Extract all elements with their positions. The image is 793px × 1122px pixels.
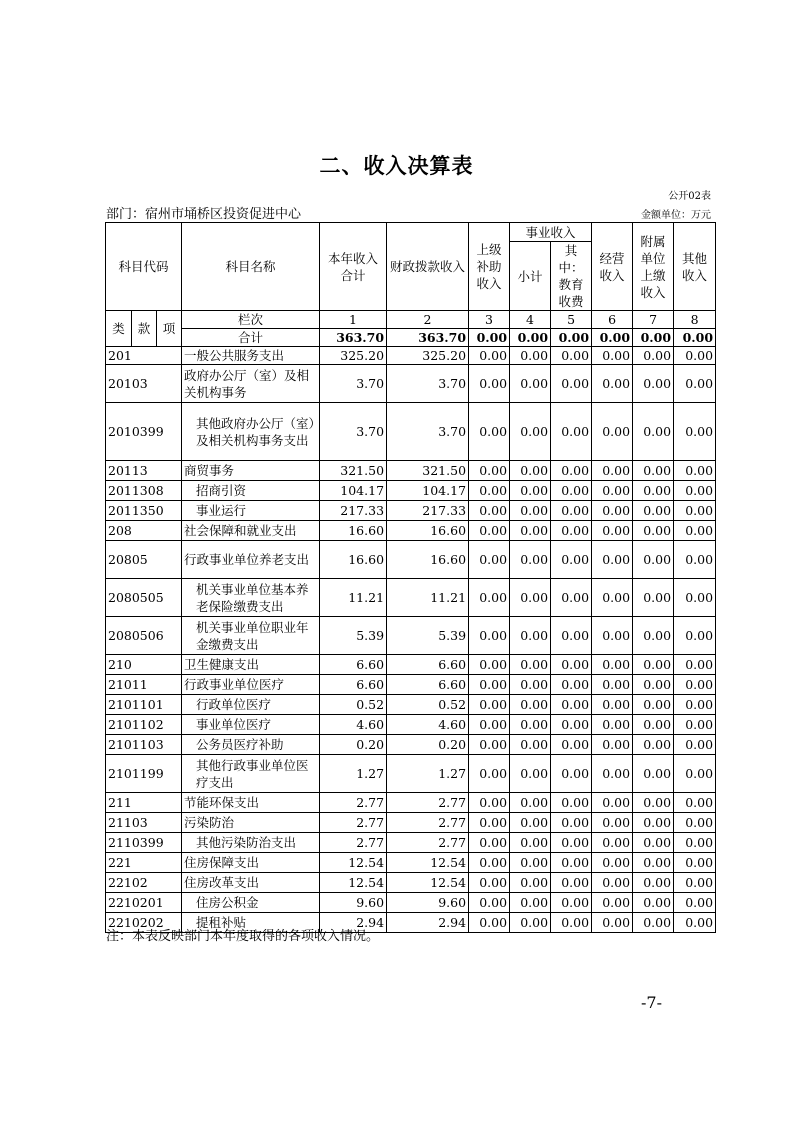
amount-cell: 0.00 <box>551 579 592 617</box>
amount-cell: 0.00 <box>633 541 674 579</box>
amount-cell: 2.94 <box>387 913 469 933</box>
amount-cell: 16.60 <box>320 521 387 541</box>
subject-code-cell: 2101101 <box>106 695 182 715</box>
amount-cell: 2.77 <box>387 793 469 813</box>
amount-cell: 0.00 <box>592 735 633 755</box>
subject-name-cell: 行政单位医疗 <box>182 695 320 715</box>
subject-name-cell: 节能环保支出 <box>182 793 320 813</box>
header-fiscal-income: 财政拨款收入 <box>387 223 469 311</box>
amount-cell: 0.00 <box>551 521 592 541</box>
amount-cell: 0.00 <box>510 347 551 365</box>
amount-cell: 0.00 <box>592 695 633 715</box>
amount-cell: 0.00 <box>510 541 551 579</box>
amount-cell: 0.00 <box>469 655 510 675</box>
amount-cell: 0.00 <box>551 655 592 675</box>
amount-cell: 0.00 <box>510 579 551 617</box>
amount-cell: 0.00 <box>674 813 716 833</box>
amount-cell: 0.00 <box>551 695 592 715</box>
amount-cell: 0.00 <box>551 617 592 655</box>
amount-cell: 0.00 <box>510 461 551 481</box>
header-kuan: 款 <box>132 311 157 347</box>
amount-cell: 104.17 <box>320 481 387 501</box>
subject-code-cell: 2210202 <box>106 913 182 933</box>
subject-code-cell: 2010399 <box>106 403 182 461</box>
amount-cell: 0.00 <box>551 735 592 755</box>
amount-cell: 0.00 <box>633 579 674 617</box>
header-affiliated-income: 附属单位上缴收入 <box>633 223 674 311</box>
amount-cell: 2.77 <box>320 833 387 853</box>
amount-cell: 0.00 <box>592 365 633 403</box>
header-business-income: 经营收入 <box>592 223 633 311</box>
total-value: 0.00 <box>592 329 633 347</box>
table-row <box>106 481 716 501</box>
amount-cell: 0.00 <box>674 893 716 913</box>
amount-cell: 3.70 <box>387 403 469 461</box>
table-row <box>106 755 716 793</box>
subject-name-cell: 机关事业单位职业年金缴费支出 <box>182 617 320 655</box>
amount-cell: 0.00 <box>674 579 716 617</box>
subject-code-cell: 208 <box>106 521 182 541</box>
amount-cell: 0.00 <box>551 541 592 579</box>
amount-cell: 0.00 <box>469 873 510 893</box>
amount-cell: 0.00 <box>674 365 716 403</box>
amount-cell: 0.00 <box>592 579 633 617</box>
amount-cell: 0.00 <box>510 755 551 793</box>
amount-cell: 0.00 <box>469 365 510 403</box>
column-number: 4 <box>510 311 551 329</box>
amount-cell: 0.00 <box>674 913 716 933</box>
subject-code-cell: 2080506 <box>106 617 182 655</box>
amount-cell: 0.00 <box>674 675 716 695</box>
amount-cell: 0.00 <box>551 675 592 695</box>
subject-code-cell: 20805 <box>106 541 182 579</box>
amount-cell: 6.60 <box>387 675 469 695</box>
subject-name-cell: 事业单位医疗 <box>182 715 320 735</box>
subject-code-cell: 2101103 <box>106 735 182 755</box>
amount-cell: 0.00 <box>674 501 716 521</box>
subject-name-cell: 政府办公厅（室）及相关机构事务 <box>182 365 320 403</box>
subject-code-cell: 21011 <box>106 675 182 695</box>
table-row <box>106 365 716 403</box>
amount-cell: 0.00 <box>633 735 674 755</box>
amount-cell: 0.00 <box>510 793 551 813</box>
column-number: 7 <box>633 311 674 329</box>
subject-name-cell: 提租补贴 <box>182 913 320 933</box>
subject-code-cell: 2101199 <box>106 755 182 793</box>
amount-cell: 0.00 <box>592 755 633 793</box>
table-row <box>106 521 716 541</box>
amount-cell: 0.00 <box>592 617 633 655</box>
table-body <box>106 347 716 933</box>
amount-cell: 9.60 <box>387 893 469 913</box>
amount-cell: 0.00 <box>510 501 551 521</box>
amount-cell: 0.00 <box>633 675 674 695</box>
amount-cell: 0.00 <box>469 913 510 933</box>
amount-cell: 0.00 <box>469 617 510 655</box>
amount-cell: 0.00 <box>551 913 592 933</box>
amount-cell: 0.00 <box>469 735 510 755</box>
column-number: 6 <box>592 311 633 329</box>
amount-cell: 0.00 <box>592 541 633 579</box>
amount-cell: 0.00 <box>551 833 592 853</box>
amount-cell: 11.21 <box>387 579 469 617</box>
amount-cell: 0.00 <box>469 675 510 695</box>
amount-cell: 0.00 <box>551 893 592 913</box>
header-xiang: 项 <box>157 311 182 347</box>
amount-cell: 11.21 <box>320 579 387 617</box>
table-row <box>106 793 716 813</box>
subject-code-cell: 20103 <box>106 365 182 403</box>
subject-code-cell: 20113 <box>106 461 182 481</box>
amount-cell: 4.60 <box>387 715 469 735</box>
header-upper-subsidy: 上级补助收入 <box>469 223 510 311</box>
total-value: 0.00 <box>510 329 551 347</box>
amount-cell: 0.00 <box>551 501 592 521</box>
amount-cell: 6.60 <box>387 655 469 675</box>
amount-cell: 0.00 <box>551 347 592 365</box>
income-final-accounts-table <box>105 222 716 933</box>
amount-cell: 0.00 <box>633 617 674 655</box>
amount-cell: 5.39 <box>387 617 469 655</box>
amount-cell: 217.33 <box>320 501 387 521</box>
table-row <box>106 715 716 735</box>
amount-cell: 3.70 <box>387 365 469 403</box>
table-row <box>106 461 716 481</box>
amount-cell: 0.00 <box>469 461 510 481</box>
header-subject-code: 科目代码 <box>106 223 182 311</box>
table-row <box>106 893 716 913</box>
table-row <box>106 813 716 833</box>
amount-cell: 0.00 <box>469 579 510 617</box>
amount-cell: 0.00 <box>510 715 551 735</box>
amount-cell: 0.00 <box>633 873 674 893</box>
amount-cell: 6.60 <box>320 675 387 695</box>
amount-cell: 0.00 <box>469 347 510 365</box>
amount-cell: 0.00 <box>510 695 551 715</box>
amount-cell: 0.00 <box>674 853 716 873</box>
subject-code-cell: 2080505 <box>106 579 182 617</box>
column-number: 1 <box>320 311 387 329</box>
amount-cell: 0.00 <box>592 461 633 481</box>
amount-cell: 0.00 <box>633 347 674 365</box>
amount-cell: 0.00 <box>551 365 592 403</box>
amount-cell: 0.00 <box>633 403 674 461</box>
table-row <box>106 833 716 853</box>
amount-cell: 0.00 <box>510 853 551 873</box>
amount-cell: 2.94 <box>320 913 387 933</box>
subject-code-cell: 2210201 <box>106 893 182 913</box>
amount-cell: 0.00 <box>592 481 633 501</box>
header-career-income: 事业收入 <box>510 223 592 242</box>
table-row <box>106 347 716 365</box>
amount-cell: 0.00 <box>674 833 716 853</box>
amount-cell: 0.00 <box>633 793 674 813</box>
amount-cell: 0.52 <box>320 695 387 715</box>
amount-cell: 0.00 <box>510 617 551 655</box>
total-value: 363.70 <box>387 329 469 347</box>
amount-unit-label: 金额单位：万元 <box>641 210 711 221</box>
subject-name-cell: 招商引资 <box>182 481 320 501</box>
amount-cell: 1.27 <box>387 755 469 793</box>
amount-cell: 3.70 <box>320 365 387 403</box>
amount-cell: 0.00 <box>469 755 510 793</box>
table-row <box>106 655 716 675</box>
amount-cell: 0.00 <box>551 853 592 873</box>
amount-cell: 0.00 <box>633 893 674 913</box>
amount-cell: 0.00 <box>469 813 510 833</box>
amount-cell: 0.00 <box>592 893 633 913</box>
amount-cell: 12.54 <box>320 873 387 893</box>
amount-cell: 0.00 <box>633 521 674 541</box>
subject-code-cell: 2110399 <box>106 833 182 853</box>
amount-cell: 0.00 <box>510 833 551 853</box>
amount-cell: 0.00 <box>510 655 551 675</box>
amount-cell: 0.00 <box>510 481 551 501</box>
amount-cell: 0.00 <box>592 833 633 853</box>
amount-cell: 0.00 <box>592 793 633 813</box>
amount-cell: 0.00 <box>510 893 551 913</box>
amount-cell: 0.00 <box>633 695 674 715</box>
amount-cell: 0.00 <box>551 403 592 461</box>
amount-cell: 0.00 <box>633 755 674 793</box>
total-value: 0.00 <box>551 329 592 347</box>
amount-cell: 5.39 <box>320 617 387 655</box>
amount-cell: 0.00 <box>592 873 633 893</box>
amount-cell: 0.00 <box>592 715 633 735</box>
amount-cell: 104.17 <box>387 481 469 501</box>
amount-cell: 9.60 <box>320 893 387 913</box>
amount-cell: 0.00 <box>469 833 510 853</box>
amount-cell: 0.00 <box>469 541 510 579</box>
amount-cell: 0.00 <box>633 813 674 833</box>
amount-cell: 16.60 <box>320 541 387 579</box>
amount-cell: 0.00 <box>510 365 551 403</box>
header-column-label: 栏次 <box>182 311 320 329</box>
amount-cell: 0.00 <box>551 813 592 833</box>
amount-cell: 0.00 <box>674 735 716 755</box>
amount-cell: 2.77 <box>387 833 469 853</box>
amount-cell: 217.33 <box>387 501 469 521</box>
amount-cell: 0.00 <box>551 461 592 481</box>
amount-cell: 0.00 <box>469 403 510 461</box>
amount-cell: 0.00 <box>674 521 716 541</box>
amount-cell: 0.00 <box>633 833 674 853</box>
total-row <box>106 329 716 347</box>
amount-cell: 0.00 <box>633 501 674 521</box>
subject-name-cell: 行政事业单位养老支出 <box>182 541 320 579</box>
table-row <box>106 873 716 893</box>
amount-cell: 0.52 <box>387 695 469 715</box>
amount-cell: 0.00 <box>551 873 592 893</box>
table-row <box>106 675 716 695</box>
amount-cell: 0.00 <box>592 403 633 461</box>
total-value: 363.70 <box>320 329 387 347</box>
amount-cell: 0.00 <box>510 873 551 893</box>
amount-cell: 0.00 <box>469 481 510 501</box>
amount-cell: 0.00 <box>469 793 510 813</box>
amount-cell: 0.00 <box>633 481 674 501</box>
table-row <box>106 695 716 715</box>
amount-cell: 0.00 <box>633 715 674 735</box>
amount-cell: 0.00 <box>510 813 551 833</box>
amount-cell: 0.00 <box>633 655 674 675</box>
subject-name-cell: 其他行政事业单位医疗支出 <box>182 755 320 793</box>
subject-name-cell: 商贸事务 <box>182 461 320 481</box>
subject-code-cell: 2011350 <box>106 501 182 521</box>
table-row <box>106 853 716 873</box>
amount-cell: 0.00 <box>551 481 592 501</box>
amount-cell: 0.00 <box>592 521 633 541</box>
department-label: 部门：宿州市埇桥区投资促进中心 <box>106 207 302 222</box>
amount-cell: 0.00 <box>551 715 592 735</box>
amount-cell: 0.00 <box>674 715 716 735</box>
amount-cell: 2.77 <box>320 813 387 833</box>
subject-name-cell: 住房改革支出 <box>182 873 320 893</box>
subject-name-cell: 事业运行 <box>182 501 320 521</box>
subject-name-cell: 其他污染防治支出 <box>182 833 320 853</box>
column-number: 3 <box>469 311 510 329</box>
amount-cell: 0.00 <box>633 461 674 481</box>
subject-code-cell: 211 <box>106 793 182 813</box>
amount-cell: 0.00 <box>674 873 716 893</box>
amount-cell: 0.20 <box>320 735 387 755</box>
amount-cell: 0.00 <box>469 521 510 541</box>
subject-name-cell: 污染防治 <box>182 813 320 833</box>
total-value: 0.00 <box>633 329 674 347</box>
subject-code-cell: 221 <box>106 853 182 873</box>
column-number: 8 <box>674 311 716 329</box>
subject-name-cell: 住房保障支出 <box>182 853 320 873</box>
amount-cell: 0.00 <box>633 853 674 873</box>
amount-cell: 325.20 <box>387 347 469 365</box>
subject-name-cell: 公务员医疗补助 <box>182 735 320 755</box>
column-number: 5 <box>551 311 592 329</box>
subject-code-cell: 2101102 <box>106 715 182 735</box>
amount-cell: 0.00 <box>551 755 592 793</box>
subject-name-cell: 一般公共服务支出 <box>182 347 320 365</box>
amount-cell: 0.00 <box>592 853 633 873</box>
subject-name-cell: 社会保障和就业支出 <box>182 521 320 541</box>
subject-name-cell: 机关事业单位基本养老保险缴费支出 <box>182 579 320 617</box>
total-value: 0.00 <box>674 329 716 347</box>
amount-cell: 0.00 <box>592 347 633 365</box>
table-row <box>106 541 716 579</box>
amount-cell: 0.00 <box>510 403 551 461</box>
subject-name-cell: 其他政府办公厅（室）及相关机构事务支出 <box>182 403 320 461</box>
subject-code-cell: 21103 <box>106 813 182 833</box>
amount-cell: 0.00 <box>592 813 633 833</box>
amount-cell: 0.00 <box>469 501 510 521</box>
amount-cell: 0.00 <box>510 675 551 695</box>
header-career-subtotal: 小计 <box>510 242 551 311</box>
page-title: 二、收入决算表 <box>319 154 474 178</box>
amount-cell: 0.00 <box>592 655 633 675</box>
header-subject-name: 科目名称 <box>182 223 320 311</box>
amount-cell: 321.50 <box>320 461 387 481</box>
amount-cell: 16.60 <box>387 541 469 579</box>
amount-cell: 321.50 <box>387 461 469 481</box>
amount-cell: 0.00 <box>633 365 674 403</box>
amount-cell: 6.60 <box>320 655 387 675</box>
amount-cell: 0.00 <box>674 793 716 813</box>
subject-code-cell: 2011308 <box>106 481 182 501</box>
amount-cell: 4.60 <box>320 715 387 735</box>
amount-cell: 2.77 <box>320 793 387 813</box>
amount-cell: 0.00 <box>633 913 674 933</box>
amount-cell: 0.00 <box>592 675 633 695</box>
amount-cell: 0.00 <box>510 521 551 541</box>
amount-cell: 0.00 <box>510 735 551 755</box>
amount-cell: 0.00 <box>469 853 510 873</box>
amount-cell: 3.70 <box>320 403 387 461</box>
subject-code-cell: 22102 <box>106 873 182 893</box>
table-row <box>106 617 716 655</box>
header-career-edu-fee: 其中：教育收费 <box>551 242 592 311</box>
amount-cell: 12.54 <box>387 873 469 893</box>
amount-cell: 0.00 <box>469 893 510 913</box>
table-note: 注：本表反映部门本年度取得的各项收入情况。 <box>106 929 380 944</box>
amount-cell: 0.00 <box>674 617 716 655</box>
amount-cell: 12.54 <box>320 853 387 873</box>
table-row <box>106 579 716 617</box>
total-label: 合计 <box>182 329 320 347</box>
amount-cell: 1.27 <box>320 755 387 793</box>
table-row <box>106 735 716 755</box>
amount-cell: 0.00 <box>592 501 633 521</box>
header-other-income: 其他收入 <box>674 223 716 311</box>
amount-cell: 0.00 <box>674 403 716 461</box>
table-row <box>106 501 716 521</box>
amount-cell: 0.00 <box>674 655 716 675</box>
total-value: 0.00 <box>469 329 510 347</box>
amount-cell: 0.00 <box>674 755 716 793</box>
page-number: -7- <box>641 993 662 1012</box>
amount-cell: 0.00 <box>674 541 716 579</box>
amount-cell: 0.00 <box>674 347 716 365</box>
amount-cell: 0.00 <box>674 695 716 715</box>
table-row <box>106 403 716 461</box>
amount-cell: 2.77 <box>387 813 469 833</box>
amount-cell: 0.00 <box>674 481 716 501</box>
subject-name-cell: 行政事业单位医疗 <box>182 675 320 695</box>
amount-cell: 0.00 <box>592 913 633 933</box>
header-total-income: 本年收入合计 <box>320 223 387 311</box>
amount-cell: 0.00 <box>674 461 716 481</box>
form-number: 公开02表 <box>668 191 711 202</box>
subject-code-cell: 210 <box>106 655 182 675</box>
subject-name-cell: 住房公积金 <box>182 893 320 913</box>
amount-cell: 0.00 <box>469 715 510 735</box>
amount-cell: 0.20 <box>387 735 469 755</box>
amount-cell: 0.00 <box>510 913 551 933</box>
amount-cell: 0.00 <box>551 793 592 813</box>
subject-code-cell: 201 <box>106 347 182 365</box>
column-number: 2 <box>387 311 469 329</box>
amount-cell: 12.54 <box>387 853 469 873</box>
subject-name-cell: 卫生健康支出 <box>182 655 320 675</box>
amount-cell: 325.20 <box>320 347 387 365</box>
header-lei: 类 <box>106 311 132 347</box>
amount-cell: 0.00 <box>469 695 510 715</box>
amount-cell: 16.60 <box>387 521 469 541</box>
